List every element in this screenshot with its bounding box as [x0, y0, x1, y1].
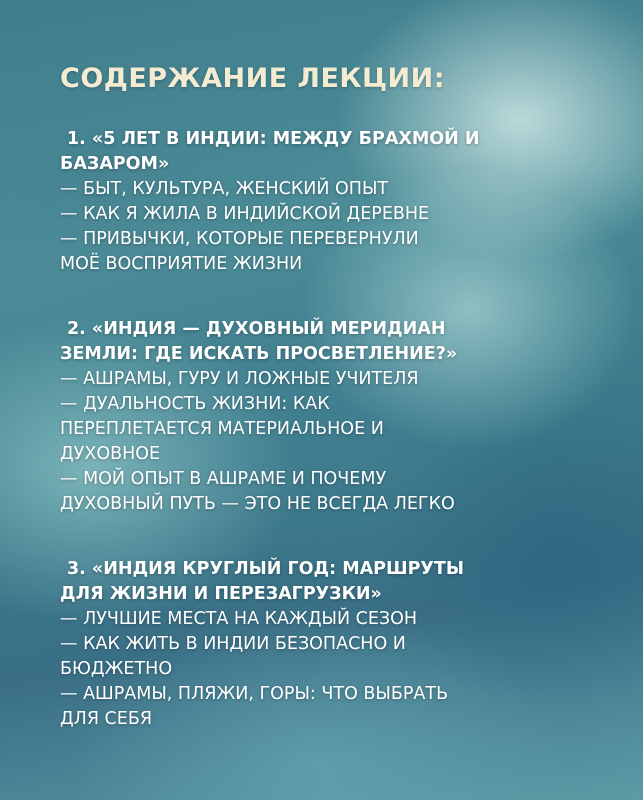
- section-text-line: МОЁ ВОСПРИЯТИЕ ЖИЗНИ: [60, 254, 303, 274]
- section-heading-line: ДЛЯ ЖИЗНИ И ПЕРЕЗАГРУЗКИ»: [60, 584, 382, 604]
- section-text-line: — АШРАМЫ, ГУРУ И ЛОЖНЫЕ УЧИТЕЛЯ: [60, 369, 419, 389]
- section-text-line: — КАК ЖИТЬ В ИНДИИ БЕЗОПАСНО И: [60, 634, 406, 654]
- section-text-line: ПЕРЕПЛЕТАЕТСЯ МАТЕРИАЛЬНОЕ И: [60, 419, 384, 439]
- section-text-line: — КАК Я ЖИЛА В ИНДИЙСКОЙ ДЕРЕВНЕ: [60, 204, 430, 224]
- section-heading-line: БАЗАРОМ»: [60, 154, 170, 174]
- section-heading-line: 1. «5 ЛЕТ В ИНДИИ: МЕЖДУ БРАХМОЙ И: [67, 129, 480, 149]
- lecture-section-1: [60, 127, 620, 277]
- section-text-line: — БЫТ, КУЛЬТУРА, ЖЕНСКИЙ ОПЫТ: [60, 179, 389, 199]
- section-text-line: ДУХОВНЫЙ ПУТЬ — ЭТО НЕ ВСЕГДА ЛЕГКО: [60, 494, 455, 514]
- section-text-line: — МОЙ ОПЫТ В АШРАМЕ И ПОЧЕМУ: [60, 469, 387, 489]
- section-text-line: БЮДЖЕТНО: [60, 659, 173, 679]
- lecture-section-3: [60, 557, 620, 732]
- section-text-line: — ДУАЛЬНОСТЬ ЖИЗНИ: КАК: [60, 394, 330, 414]
- section-text-line: — АШРАМЫ, ПЛЯЖИ, ГОРЫ: ЧТО ВЫБРАТЬ: [60, 684, 449, 704]
- section-heading-line: 2. «ИНДИЯ — ДУХОВНЫЙ МЕРИДИАН: [67, 319, 446, 339]
- section-heading-line: 3. «ИНДИЯ КРУГЛЫЙ ГОД: МАРШРУТЫ: [67, 559, 464, 579]
- lecture-section-2: [60, 317, 620, 517]
- page-title: СОДЕРЖАНИЕ ЛЕКЦИИ:: [60, 63, 446, 94]
- section-heading-line: ЗЕМЛИ: ГДЕ ИСКАТЬ ПРОСВЕТЛЕНИЕ?»: [60, 344, 458, 364]
- section-text-line: — ПРИВЫЧКИ, КОТОРЫЕ ПЕРЕВЕРНУЛИ: [60, 229, 419, 249]
- section-text-line: — ЛУЧШИЕ МЕСТА НА КАЖДЫЙ СЕЗОН: [60, 609, 418, 629]
- section-text-line: ДЛЯ СЕБЯ: [60, 709, 152, 729]
- section-text-line: ДУХОВНОЕ: [60, 444, 161, 464]
